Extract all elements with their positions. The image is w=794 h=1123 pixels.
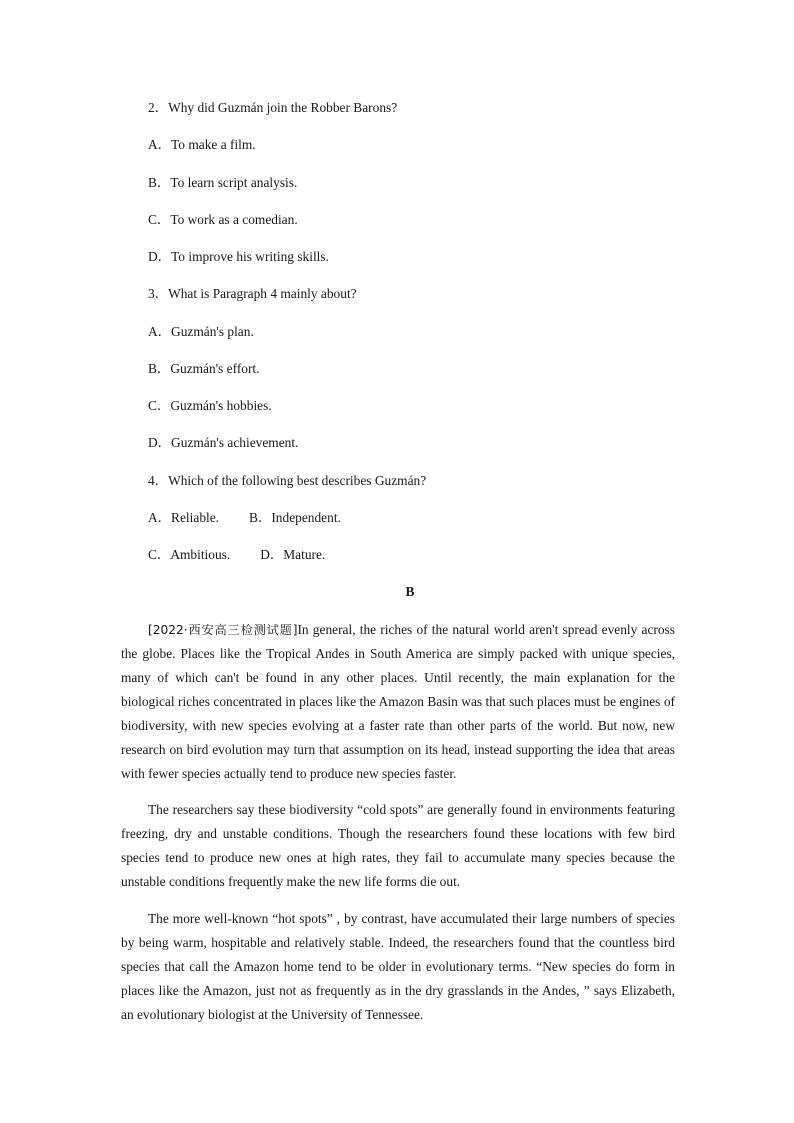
option-c: C．Guzmán's hobbies. — [148, 398, 272, 413]
option-c: C．To work as a comedian. — [148, 212, 298, 227]
passage-paragraph-1 — [121, 618, 675, 786]
section-heading: B — [405, 584, 415, 599]
option-row — [148, 510, 341, 526]
passage-paragraph-3: The more well-known “hot spots” , by contrast, have accumulated their large numbers of species by being warm, hospitable and relatively stable. Indeed, the researchers found that the countless bird species that call the Amazon home tend to be older in evolutionary terms. “New species do form in places like the Amazon, just not as frequently as in the dry grasslands in the Andes, ” says Elizabeth, an evolutionary biologist at the University of Tennessee. — [121, 911, 675, 1022]
option-a: A．Reliable. — [148, 510, 220, 525]
option-a: A．Guzmán's plan. — [148, 324, 254, 339]
option-c: C．Ambitious. — [148, 547, 231, 562]
question-stem: 3．What is Paragraph 4 mainly about? — [148, 286, 357, 301]
paragraph-text: In general, the riches of the natural world aren't spread evenly across the globe. Places like the Tropical Andes in South America are simply packed with unique species, many of which can't be found in any other places. Until recently, the main explanation for the biological riches concentrated in places like the Amazon Basin was that such places must be engines of biodiversity, with new species evolving at a faster rate than other parts of the world. But now, new research on bird evolution may turn that assumption on its head, instead supporting the idea that areas with fewer species actually tend to produce new species faster. — [121, 622, 675, 781]
option-d: D．To improve his writing skills. — [148, 249, 329, 264]
option-row — [148, 547, 325, 563]
option-b: B．Independent. — [249, 510, 341, 525]
option-b: B．Guzmán's effort. — [148, 361, 260, 376]
option-d: D．Guzmán's achievement. — [148, 435, 299, 450]
option-d: D．Mature. — [260, 547, 326, 562]
question-stem: 2．Why did Guzmán join the Robber Barons? — [148, 100, 398, 115]
passage-paragraph-2: The researchers say these biodiversity “cold spots” are generally found in environments featuring freezing, dry and unstable conditions. Though the researchers found these locations with few bird species tend to produce new ones at high rates, they fail to accumulate many species because the unstable conditions frequently make the new life forms die out. — [121, 802, 675, 889]
option-b: B．To learn script analysis. — [148, 175, 298, 190]
question-stem: 4．Which of the following best describes Guzmán? — [148, 473, 427, 488]
source-tag: [2022·西安高三检测试题] — [148, 623, 298, 637]
option-a: A．To make a film. — [148, 137, 256, 152]
